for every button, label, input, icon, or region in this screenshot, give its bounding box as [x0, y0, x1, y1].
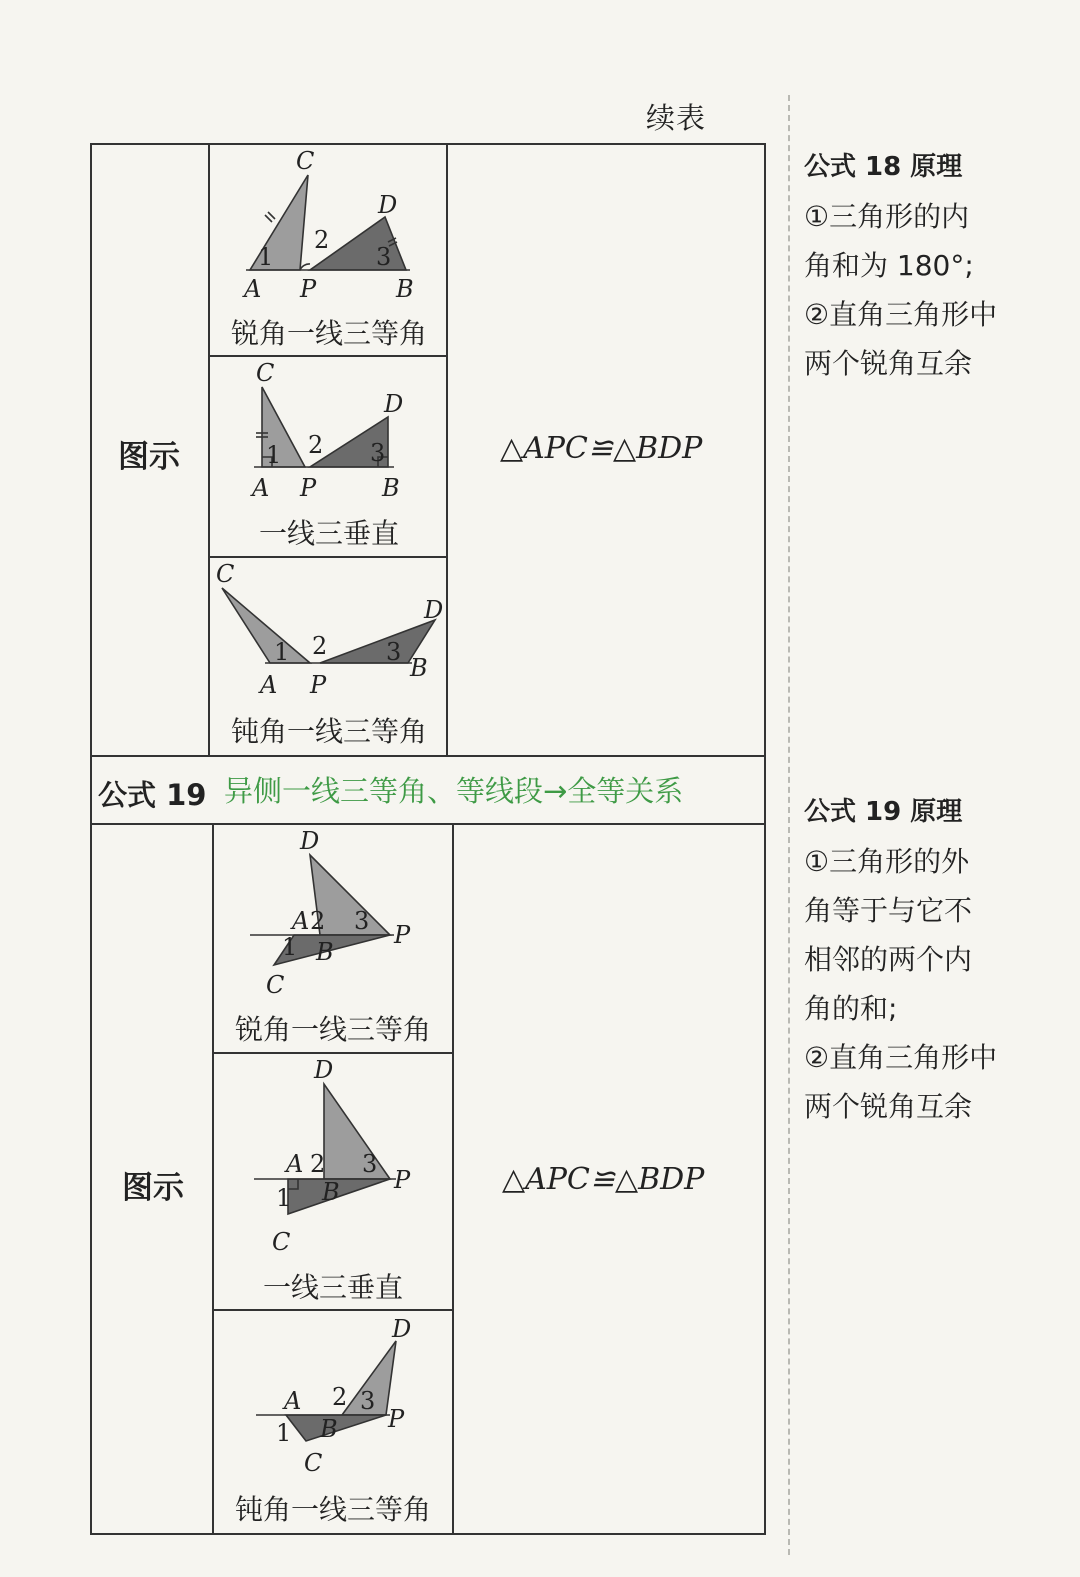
point-label: D [378, 191, 398, 219]
principle-line: 角等于与它不 [804, 894, 973, 927]
point-label: D [314, 1056, 334, 1084]
principle-title: 公式 18 原理 [804, 152, 963, 182]
angle-label: 1 [276, 1184, 292, 1212]
point-label: A [244, 275, 262, 303]
figure-caption: 钝角一线三等角 [230, 715, 427, 748]
angle-label: 1 [274, 638, 290, 666]
angle-label: 3 [386, 638, 402, 666]
point-label: C [304, 1449, 323, 1477]
column-divider [788, 95, 790, 1555]
point-label: D [392, 1315, 412, 1343]
row-label-diagram: 图示 [118, 439, 180, 475]
figure-caption: 锐角一线三等角 [234, 1013, 431, 1046]
figure-caption: 一线三垂直 [258, 517, 399, 550]
point-label: C [256, 359, 275, 387]
point-label: P [394, 921, 411, 949]
angle-label: 1 [282, 933, 298, 961]
angle-label: 1 [266, 441, 282, 469]
figure-obtuse-opposite-side [214, 1311, 450, 1481]
continued-label: 续表 [646, 101, 707, 135]
point-label: D [424, 596, 444, 624]
point-label: D [384, 390, 404, 418]
angle-label: 3 [360, 1387, 376, 1415]
congruence-statement: △APC≌△BDP [502, 1162, 705, 1197]
principle-line: 两个锐角互余 [804, 347, 973, 380]
point-label: B [316, 938, 334, 966]
angle-label: 2 [308, 431, 324, 459]
point-label: P [388, 1405, 405, 1433]
point-label: P [300, 275, 317, 303]
figure-caption: 一线三垂直 [262, 1271, 403, 1304]
figure-caption: 钝角一线三等角 [234, 1493, 431, 1526]
point-label: P [310, 671, 327, 699]
angle-label: 2 [332, 1383, 348, 1411]
figure-perpendicular-opposite-side [214, 1054, 450, 1254]
point-label: C [272, 1228, 291, 1256]
angle-label: 3 [376, 243, 392, 271]
figure-perpendicular-same-side [210, 357, 446, 507]
principle-line: 两个锐角互余 [804, 1090, 973, 1123]
principle-title: 公式 19 原理 [804, 797, 963, 827]
angle-label: 2 [312, 632, 328, 660]
point-label: B [322, 1178, 340, 1206]
figure-acute-opposite-side [214, 825, 450, 1005]
point-label: A [252, 474, 270, 502]
angle-label: 2 [310, 1150, 326, 1178]
principle-line: 角的和; [804, 992, 898, 1025]
principle-line: 相邻的两个内 [804, 943, 973, 976]
table-col-line [446, 143, 448, 755]
point-label: A [260, 671, 278, 699]
formula-19-principle [804, 788, 1014, 1131]
table-row-line [90, 755, 766, 757]
principle-line: ①三角形的外 [804, 845, 970, 878]
point-label: A [286, 1150, 304, 1178]
angle-label: 1 [258, 243, 274, 271]
figure-obtuse-same-side [210, 558, 446, 698]
point-label: B [410, 654, 428, 682]
principle-line: ②直角三角形中 [804, 298, 998, 331]
formula-19-statement: 异侧一线三等角、等线段→全等关系 [224, 774, 684, 808]
angle-label: 3 [362, 1150, 378, 1178]
point-label: C [296, 147, 315, 175]
angle-label: 2 [314, 226, 330, 254]
point-label: A [292, 907, 310, 935]
table-col-line [452, 823, 454, 1535]
figure-acute-same-side [210, 145, 446, 315]
angle-label: 2 [310, 907, 326, 935]
angle-label: 3 [370, 439, 386, 467]
point-label: B [320, 1415, 338, 1443]
point-label: P [300, 474, 317, 502]
figure-caption: 锐角一线三等角 [230, 317, 427, 350]
formula-18-principle [804, 143, 1014, 388]
principle-line: 角和为 180°; [804, 249, 974, 282]
row-label-diagram: 图示 [122, 1170, 184, 1206]
point-label: C [266, 971, 285, 999]
point-label: B [382, 474, 400, 502]
angle-label: 3 [354, 907, 370, 935]
point-label: D [300, 827, 320, 855]
point-label: C [216, 560, 235, 588]
point-label: A [284, 1387, 302, 1415]
principle-line: ①三角形的内 [804, 200, 970, 233]
congruence-statement: △APC≌△BDP [500, 431, 703, 466]
point-label: P [394, 1166, 411, 1194]
angle-label: 1 [276, 1419, 292, 1447]
formula-19-label: 公式 19 [98, 778, 207, 812]
point-label: B [396, 275, 414, 303]
principle-line: ②直角三角形中 [804, 1041, 998, 1074]
